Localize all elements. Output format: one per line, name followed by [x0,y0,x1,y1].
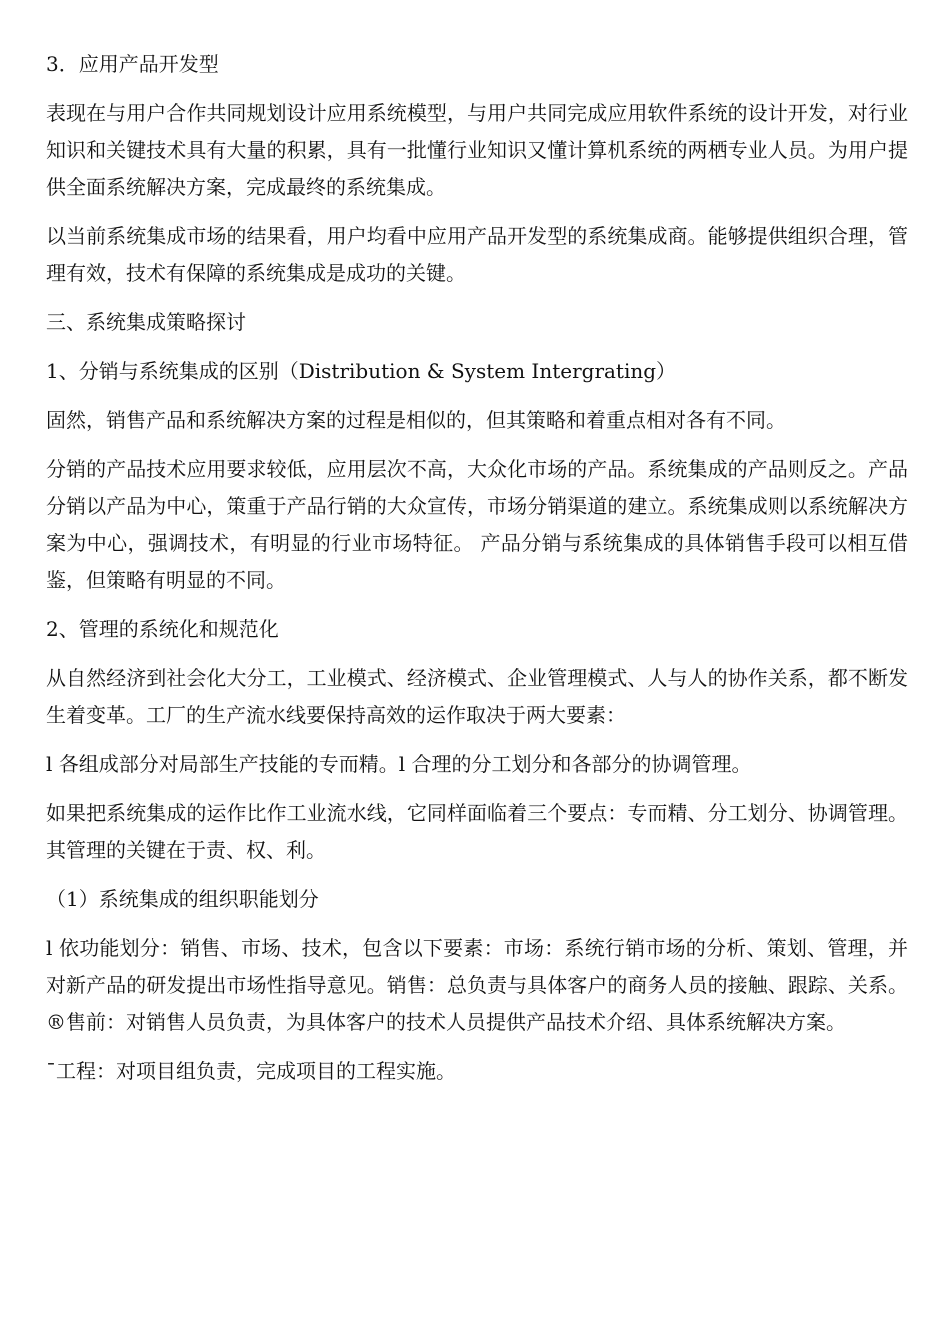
paragraph-pipeline-analogy: 如果把系统集成的运作比作工业流水线，它同样面临着三个要点：专而精、分工划分、协调管理。其管理的关键在于责、权、利。 [46,801,908,862]
section-heading-strategy: 三、系统集成策略探讨 [46,310,246,334]
paragraph-description: 表现在与用户合作共同规划设计应用系统模型，与用户共同完成应用软件系统的设计开发，对行业知识和关键技术具有大量的积累，具有一批懂行业知识又懂计算机系统的两栖专业人员。为用户提供全面系统解决方案，完成最终的系统集成。 [46,101,908,199]
paragraph-elements-list: l 各组成部分对局部生产技能的专而精。l 合理的分工划分和各部分的协调管理。 [46,752,752,776]
paragraph-market-result: 以当前系统集成市场的结果看，用户均看中应用产品开发型的系统集成商。能够提供组织合理，管理有效，技术有保障的系统集成是成功的关键。 [46,224,908,285]
subheading-organization-functions: （1）系统集成的组织职能划分 [46,887,319,911]
paragraph-distribution-products: 分销的产品技术应用要求较低，应用层次不高，大众化市场的产品。系统集成的产品则反之。产品分销以产品为中心，策重于产品行销的大众宣传，市场分销渠道的建立。系统集成则以系统解决方案为中心，强调技术，有明显的行业市场特征。 产品分销与系统集成的具体销售手段可以相互借鉴，但策略有明显的不同。 [46,457,908,592]
heading-application-product-type: 3．应用产品开发型 [46,52,219,76]
paragraph-natural-economy: 从自然经济到社会化大分工，工业模式、经济模式、企业管理模式、人与人的协作关系，都不断发生着变革。工厂的生产流水线要保持高效的运作取决于两大要素： [46,666,908,727]
document-page [46,46,908,1102]
subheading-management: 2、管理的系统化和规范化 [46,617,279,641]
paragraph-engineering: ¯工程：对项目组负责，完成项目的工程实施。 [46,1059,456,1083]
paragraph-sales-process: 固然，销售产品和系统解决方案的过程是相似的，但其策略和着重点相对各有不同。 [46,408,786,432]
paragraph-function-division: l 依功能划分：销售、市场、技术，包含以下要素：市场：系统行销市场的分析、策划、管理，并对新产品的研发提出市场性指导意见。销售：总负责与具体客户的商务人员的接触、跟踪、关系。®售前：对销售人员负责，为具体客户的技术人员提供产品技术介绍、具体系统解决方案。 [46,936,908,1034]
subheading-distribution-vs-integration: 1、分销与系统集成的区别（Distribution & System Intergrating） [46,359,677,383]
